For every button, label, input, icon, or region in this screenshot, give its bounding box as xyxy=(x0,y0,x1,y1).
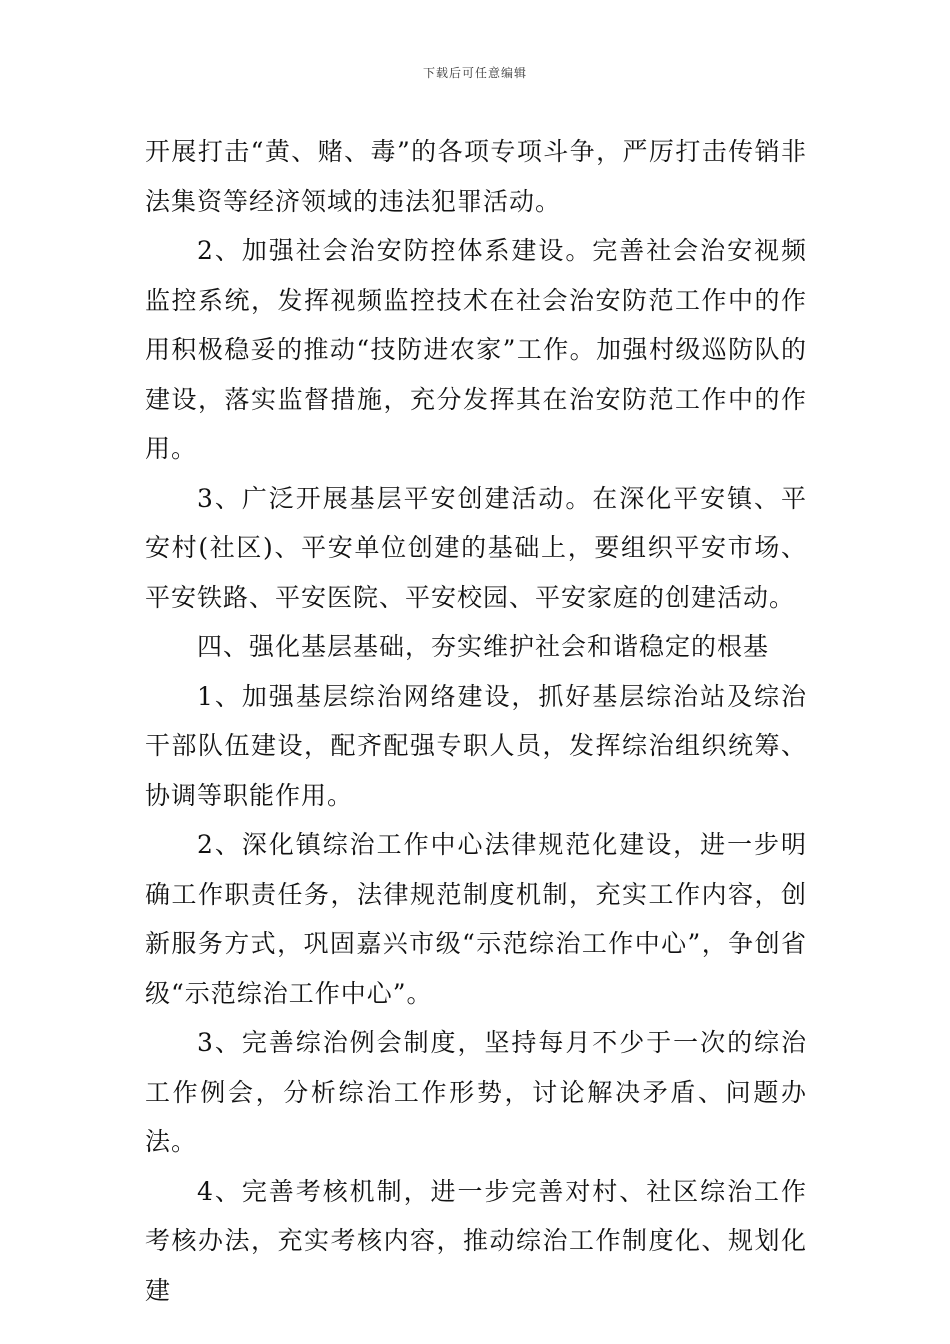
paragraph-item-3-meetings: 3、完善综治例会制度，坚持每月不少于一次的综治工作例会，分析综治工作形势，讨论解决矛盾、问题办法。 xyxy=(145,1028,807,1156)
paragraph-item-4-assessment: 4、完善考核机制，进一步完善对村、社区综治工作考核办法，充实考核内容，推动综治工作制度化、规划化建 xyxy=(145,1176,807,1305)
paragraph-item-2-security-system: 2、加强社会治安防控体系建设。完善社会治安视频监控系统，发挥视频监控技术在社会治安防范工作中的作用积极稳妥的推动“技防进农家”工作。加强村级巡防队的建设，落实监督措施，充分发挥其在治安防范工作中的作用。 xyxy=(145,236,807,463)
paragraph-continuation: 开展打击“黄、赌、毒”的各项专项斗争，严厉打击传销非法集资等经济领域的违法犯罪活动。 xyxy=(145,137,807,216)
document-body xyxy=(145,127,807,1315)
section-heading-four: 四、强化基层基础，夯实维护社会和谐稳定的根基 xyxy=(197,632,770,661)
paragraph-item-3-peace-campaign: 3、广泛开展基层平安创建活动。在深化平安镇、平安村(社区)、平安单位创建的基础上，要组织平安市场、平安铁路、平安医院、平安校园、平安家庭的创建活动。 xyxy=(145,483,807,612)
paragraph-item-2-center: 2、深化镇综治工作中心法律规范化建设，进一步明确工作职责任务，法律规范制度机制，充实工作内容，创新服务方式，巩固嘉兴市级“示范综治工作中心”，争创省级“示范综治工作中心”。 xyxy=(145,830,807,1008)
header-note: 下载后可任意编辑 xyxy=(422,66,527,80)
paragraph-item-1-network: 1、加强基层综治网络建设，抓好基层综治站及综治干部队伍建设，配齐配强专职人员，发挥综治组织统筹、协调等职能作用。 xyxy=(145,681,807,810)
